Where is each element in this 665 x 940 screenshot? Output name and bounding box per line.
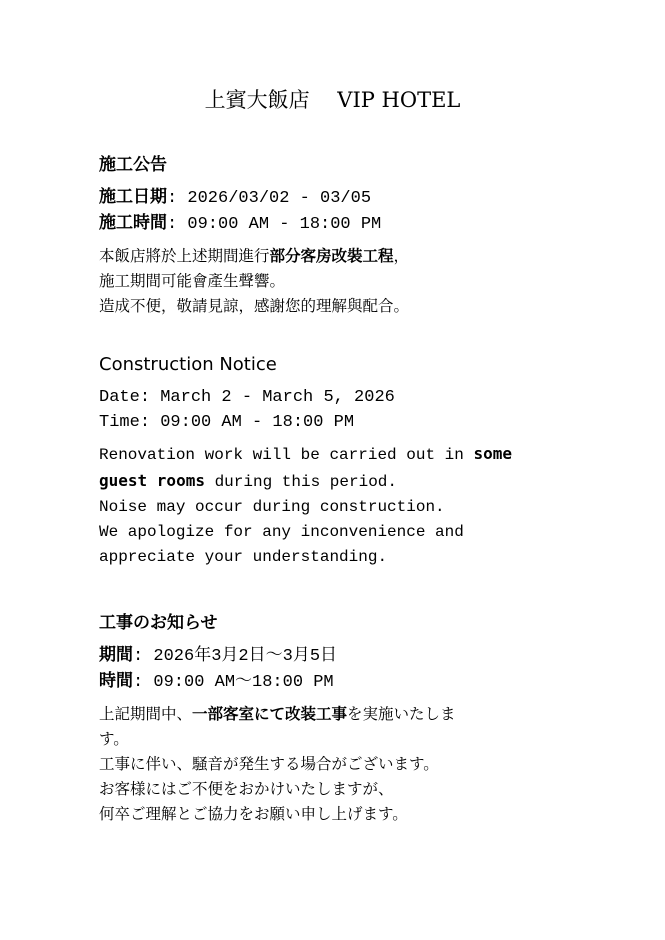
notice-body xyxy=(99,701,549,827)
body-line xyxy=(99,701,549,727)
construction-hours xyxy=(99,211,549,237)
construction-dates xyxy=(99,385,549,410)
section-heading: 施工公告 xyxy=(99,155,167,175)
date-label: 期間 xyxy=(99,645,133,665)
body-line: 造成不便，敬請見諒，感謝您的理解與配合。 xyxy=(99,297,410,315)
body-line xyxy=(99,441,549,468)
construction-hours xyxy=(99,669,549,695)
body-line xyxy=(99,243,549,269)
body-text: ， xyxy=(393,247,410,265)
section-chinese xyxy=(99,150,549,319)
time-label: 時間 xyxy=(99,671,133,691)
body-line xyxy=(99,468,549,495)
body-text: Renovation work will be carried out in xyxy=(99,446,474,464)
body-line: す。 xyxy=(99,730,129,748)
body-line: appreciate your understanding. xyxy=(99,548,388,566)
body-text: 本飯店將於上述期間進行 xyxy=(99,247,270,265)
notice-body xyxy=(99,243,549,319)
time-label: 施工時間 xyxy=(99,213,167,233)
section-japanese xyxy=(99,608,549,827)
section-english xyxy=(99,354,549,570)
body-text: 上記期間中、 xyxy=(99,705,193,723)
hotel-title: 上賓大飯店 VIP HOTEL xyxy=(204,88,461,112)
body-line: We apologize for any inconvenience and xyxy=(99,523,464,541)
date-value: : March 2 - March 5, 2026 xyxy=(139,388,395,407)
date-value: : 2026/03/02 - 03/05 xyxy=(167,189,372,208)
body-line: 工事に伴い、騒音が発生する場合がございます。 xyxy=(99,755,439,773)
time-label: Time xyxy=(99,413,140,432)
highlight-text: guest rooms xyxy=(99,471,205,490)
construction-dates xyxy=(99,643,549,669)
section-heading: 工事のお知らせ xyxy=(99,613,218,633)
construction-hours xyxy=(99,410,549,435)
body-line: 施工期間可能會產生聲響。 xyxy=(99,272,286,290)
date-label: Date xyxy=(99,388,140,407)
time-value: : 09:00 AM - 18:00 PM xyxy=(167,215,382,234)
time-value: : 09:00 AM〜18:00 PM xyxy=(133,673,334,692)
section-heading: Construction Notice xyxy=(99,354,277,375)
highlight-text: 一部客室にて改装工事 xyxy=(192,704,348,723)
body-line: Noise may occur during construction. xyxy=(99,498,445,516)
date-value: : 2026年3月2日〜3月5日 xyxy=(133,647,338,666)
date-label: 施工日期 xyxy=(99,187,167,207)
highlight-text: 部分客房改裝工程 xyxy=(269,246,394,265)
highlight-text: some xyxy=(473,444,512,463)
construction-dates xyxy=(99,185,549,211)
time-value: : 09:00 AM - 18:00 PM xyxy=(139,413,355,432)
body-line: 何卒ご理解とご協力をお願い申し上げます。 xyxy=(99,805,408,823)
body-text: を実施いたしま xyxy=(347,705,456,723)
body-line: お客様にはご不便をおかけいたしますが、 xyxy=(99,780,394,798)
body-text: during this period. xyxy=(204,473,397,491)
notice-body xyxy=(99,441,549,570)
